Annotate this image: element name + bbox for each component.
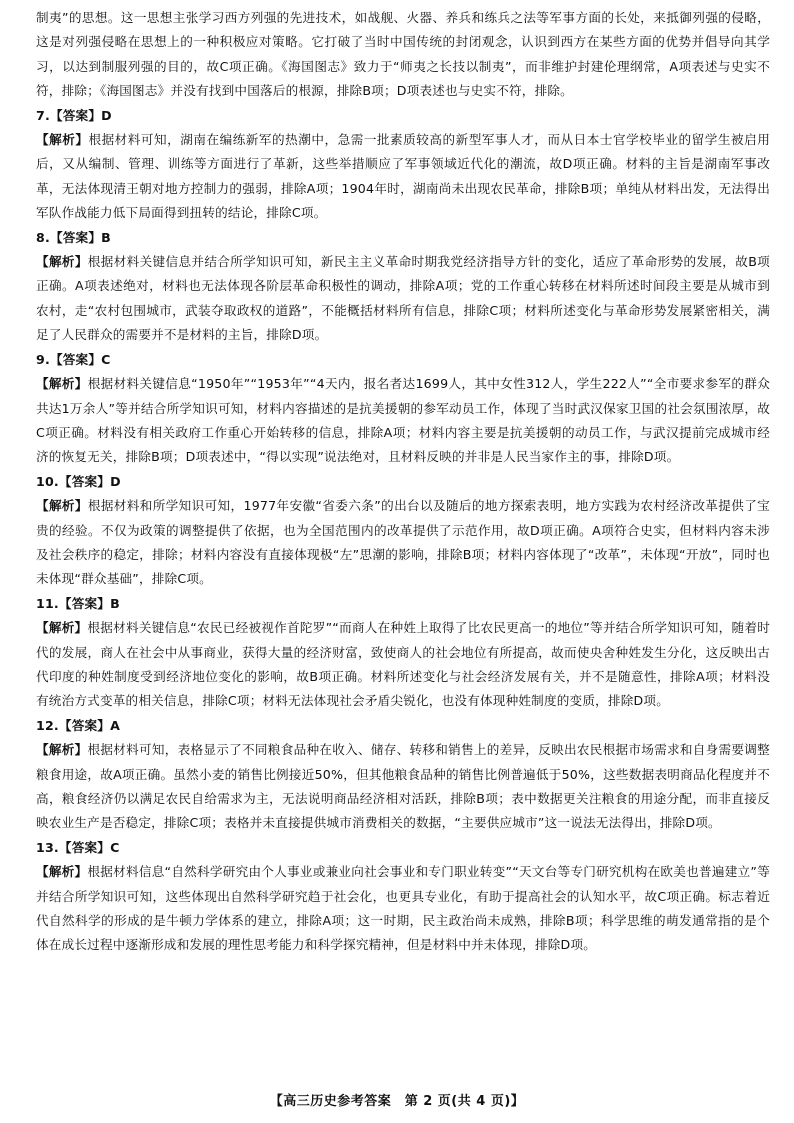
question-number: 8.: [36, 229, 50, 245]
answer-value: A: [110, 717, 121, 733]
answer-value: B: [110, 595, 120, 611]
analysis-paragraph: [36, 860, 770, 958]
analysis-paragraph: [36, 372, 770, 470]
question-number: 12.: [36, 717, 59, 733]
answer-line: [36, 470, 770, 494]
page-footer: 【高三历史参考答案 第 2 页(共 4 页)】: [269, 1094, 525, 1109]
answer-line: [36, 348, 770, 372]
analysis-paragraph: [36, 250, 770, 348]
analysis-label: 【解析】: [36, 864, 88, 880]
analysis-text: 根据材料关键信息“1950年”“1953年”“4天内，报名者达1699人，其中女性312人，学生222人”“全市要求参军的群众共达1万余人”等并结合所学知识可知，材料内容描述的是抗美援朝的参军动员工作，体现了当时武汉保家卫国的社会氛围浓厚，故C项正确。材料没有相关政府工作重心开始转移的信息，排除A项；材料内容主要是抗美援朝的动员工作，与武汉提前完成城市经济的恢复无关，排除B项；D项表述中，“得以实现”说法绝对，且材料反映的并非是人民当家作主的事，排除D项。: [36, 376, 770, 465]
answer-label: 【答案】: [49, 107, 102, 123]
analysis-text: 根据材料信息“自然科学研究由个人事业或兼业向社会事业和专门职业转变”“天文台等专门研究机构在欧美也普遍建立”等并结合所学知识可知，这些体现出自然科学研究趋于社会化，也更具专业化，有助于提高社会的认知水平，故C项正确。标志着近代自然科学的形成的是牛顿力学体系的建立，排除A项；这一时期，民主政治尚未成熟，排除B项；科学思维的萌发通常指的是个体在成长过程中逐渐形成和发展的理性思考能力和科学探究精神，但是材料中并未体现，排除D项。: [36, 864, 770, 953]
analysis-label: 【解析】: [36, 498, 88, 514]
analysis-text: 根据材料关键信息并结合所学知识可知，新民主主义革命时期我党经济指导方针的变化，适应了革命形势的发展，故B项正确。A项表述绝对，材料也无法体现各阶层革命积极性的调动，排除A项；党的工作重心转移在材料所述时间段主要是从城市到农村，走“农村包围城市，武装夺取政权的道路”，不能概括材料所有信息，排除C项；材料所述变化与革命形势发展紧密相关，满足了人民群众的需要并不是材料的主旨，排除D项。: [36, 254, 770, 343]
answer-value: C: [101, 351, 111, 367]
page-content: [36, 6, 770, 958]
answer-items: [36, 104, 770, 958]
analysis-paragraph: [36, 616, 770, 714]
answer-label: 【答案】: [58, 473, 111, 489]
question-number: 13.: [36, 839, 59, 855]
answer-value: B: [101, 229, 111, 245]
analysis-text: 根据材料关键信息“农民已经被视作首陀罗”“而商人在种姓上取得了比农民更高一的地位”等并结合所学知识可知，随着时代的发展，商人在社会中从事商业，获得大量的经济财富，致使商人的社会地位有所提高，故而使央舍种姓发生分化，这反映出古代印度的种姓制度受到经济地位变化的影响，故B项正确。材料所述变化与社会经济发展有关，并不是随意性，排除A项；材料没有统治方式变革的相关信息，排除C项；材料无法体现社会矛盾尖锐化，也没有体现种姓制度的变质，排除D项。: [36, 620, 770, 709]
analysis-paragraph: [36, 128, 770, 226]
question-number: 10.: [36, 473, 59, 489]
analysis-paragraph: [36, 738, 770, 836]
analysis-label: 【解析】: [36, 620, 88, 636]
answer-label: 【答案】: [49, 351, 102, 367]
answer-label: 【答案】: [58, 595, 111, 611]
analysis-text: 根据材料可知，表格显示了不同粮食品种在收入、储存、转移和销售上的差异，反映出农民根据市场需求和自身需要调整粮食用途，故A项正确。虽然小麦的销售比例接近50%，但其他粮食品种的销售比例普遍低于50%，这些数据表明商品化程度并不高，粮食经济仍以满足农民自给需求为主，无法说明商品经济相对活跃，排除B项；表中数据更关注粮食的用途分配，而非直接反映农业生产是否稳定，排除C项；表格并未直接提供城市消费相关的数据，“主要供应城市”这一说法无法得出，排除D项。: [36, 742, 770, 831]
analysis-label: 【解析】: [36, 376, 88, 392]
question-number: 11.: [36, 595, 59, 611]
analysis-label: 【解析】: [36, 254, 88, 270]
analysis-paragraph: [36, 494, 770, 592]
analysis-label: 【解析】: [36, 742, 88, 758]
question-number: 7.: [36, 107, 50, 123]
answer-line: [36, 226, 770, 250]
answer-label: 【答案】: [49, 229, 102, 245]
answer-value: C: [110, 839, 120, 855]
question-number: 9.: [36, 351, 50, 367]
answer-value: D: [101, 107, 112, 123]
answer-line: [36, 592, 770, 616]
analysis-text: 根据材料和所学知识可知，1977年安徽“省委六条”的出台以及随后的地方探索表明，地方实践为农村经济改革提供了宝贵的经验。不仅为政策的调整提供了依据，也为全国范围内的改革提供了示范作用，故D项正确。A项符合史实，但材料内容未涉及社会秩序的稳定，排除；材料内容没有直接体现极“左”思潮的影响，排除B项；材料内容体现了“改革”，未体现“开放”，同时也未体现“群众基础”，排除C项。: [36, 498, 770, 587]
continued-analysis-text: 制夷”的思想。这一思想主张学习西方列强的先进技术，如战舰、火器、养兵和练兵之法等军事方面的长处，来抵御列强的侵略，这是对列强侵略在思想上的一种积极应对策略。它打破了当时中国传统的封闭观念，认识到西方在某些方面的优势并倡导向其学习，以达到制服列强的目的，故C项正确。《海国图志》致力于“师夷之长技以制夷”，而非维护封建伦理纲常，A项表述与史实不符，排除；《海国图志》并没有找到中国落后的根源，排除B项；D项表述也与史实不符，排除。: [36, 10, 770, 99]
answer-line: [36, 714, 770, 738]
answer-line: [36, 836, 770, 860]
answer-label: 【答案】: [58, 839, 111, 855]
analysis-label: 【解析】: [36, 132, 89, 148]
answer-line: [36, 104, 770, 128]
answer-label: 【答案】: [58, 717, 111, 733]
answer-value: D: [110, 473, 121, 489]
analysis-text: 根据材料可知，湖南在编练新军的热潮中，急需一批素质较高的新型军事人才，而从日本士官学校毕业的留学生被启用后，又从编制、管理、训练等方面进行了革新，这些举措顺应了军事领域近代化的潮流，故D项正确。材料的主旨是湖南军事改革，无法体现清王朝对地方控制力的强弱，排除A项；1904年时，湖南尚未出现农民革命，排除B项；单纯从材料出发，无法得出军队作战能力低下局面得到扭转的结论，排除C项。: [36, 132, 770, 221]
